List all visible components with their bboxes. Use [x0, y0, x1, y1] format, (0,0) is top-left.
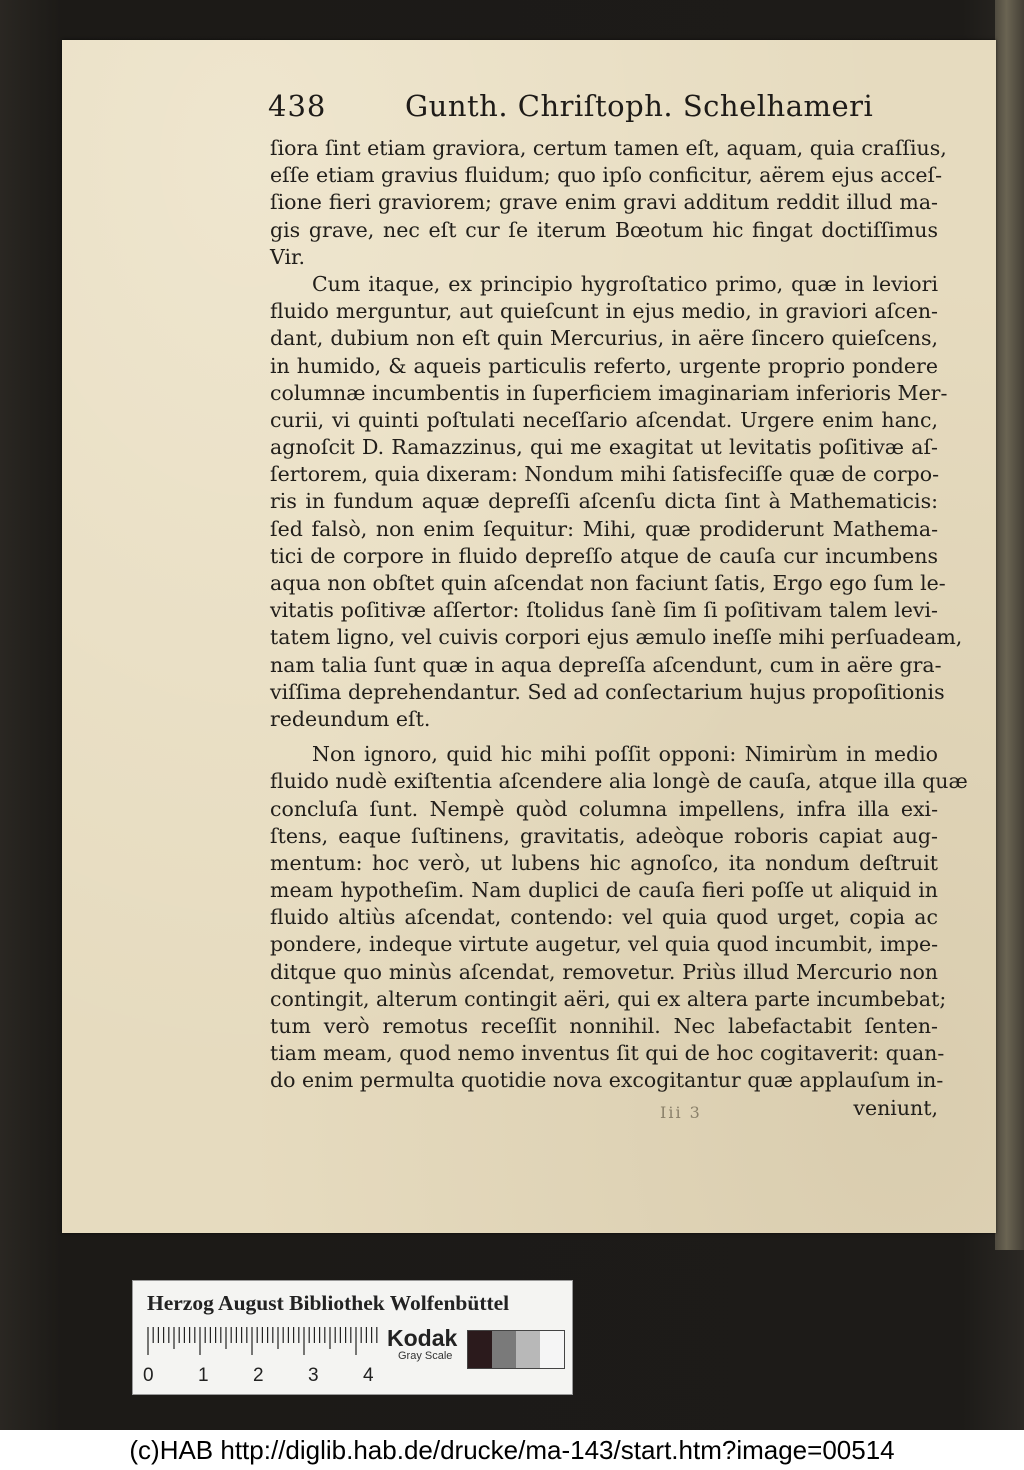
text-line: do enim permulta quotidie nova excogitantur quæ applauſum in-: [270, 1068, 944, 1093]
paragraph-gap: [270, 733, 938, 741]
text-line: mentum: hoc verò, ut lubens hic agnoſco, ita nondum deſtruit: [270, 850, 938, 875]
text-line: aqua non obſtet quin aſcendat non faciunt ſatis, Ergo ego ſum le-: [270, 571, 946, 595]
text-line: Non ignoro, quid hic mihi poſſit opponi: Nimirùm in medio: [312, 742, 938, 767]
text-line: ſtens, eaque ſuſtinens, gravitatis, adeòque roboris capiat aug-: [270, 823, 938, 848]
body-text: [270, 135, 968, 1122]
text-line: ſertorem, quia dixeram: Nondum mihi ſatisfeciſſe quæ de corpo-: [270, 462, 940, 487]
text-line: viſſima deprehendantur. Sed ad conſectarium hujus propoſitionis: [270, 679, 945, 704]
text-line: fluido altiùs aſcendat, contendo: vel quia quod urget, copia ac: [270, 905, 938, 930]
text-line: redeundum eſt.: [270, 706, 431, 731]
text-line: gis grave, nec eſt cur ſe iterum Bœotum hic fingat doctiſſimus: [270, 217, 938, 242]
text-line: curii, vi quinti poſtulati neceſſario aſcendat. Urgere enim hanc,: [270, 407, 938, 432]
kodak-logo: Kodak: [387, 1325, 458, 1351]
gray-scale-swatches: [467, 1330, 565, 1369]
text-line: ſiora ſint etiam graviora, certum tamen eſt, aquam, quia craſſius,: [270, 136, 947, 160]
text-line: eſſe etiam gravius fluidum; quo ipſo conficitur, aërem ejus acceſ-: [270, 163, 943, 188]
ruler-number: 3: [308, 1365, 319, 1386]
ruler-number: 4: [363, 1365, 374, 1386]
swatch-black: [468, 1331, 492, 1368]
text-line: agnoſcit D. Ramazzinus, qui me exagitat ut levitatis poſitivæ aſ-: [270, 435, 938, 460]
text-line: fluido merguntur, aut quieſcunt in ejus medio, in graviori aſcen-: [270, 299, 938, 324]
paragraph: [270, 135, 947, 271]
ruler-number: 0: [143, 1365, 154, 1386]
text-line: in humido, & aqueis particulis referto, urgente proprio pondere: [270, 353, 938, 378]
text-line: vitatis poſitivæ aſſertor: ſtolidus ſanè ſim ſi poſitivam talem levi-: [270, 598, 938, 623]
signature-mark: Iii 3: [660, 1103, 702, 1122]
text-line: fluido nudè exiſtentia aſcendere alia longè de cauſa, atque illa quæ: [270, 769, 968, 794]
text-line: meam hypotheſim. Nam duplici de cauſa fieri poſſe ut aliquid in: [270, 878, 938, 903]
text-line: Vir.: [270, 244, 306, 269]
text-line: pondere, indeque virtute augetur, vel quia quod incumbit, impe-: [270, 932, 938, 957]
text-line: dant, dubium non eſt quin Mercurius, in aëre ſincero quieſcens,: [270, 326, 938, 351]
library-card: [132, 1280, 573, 1395]
grayscale-label: Gray Scale: [398, 1350, 453, 1362]
text-line: ris in fundum aquæ depreſſi aſcenſu dicta ſint à Mathematicis:: [270, 489, 938, 514]
paragraph: [270, 741, 968, 1122]
swatch-white: [540, 1331, 564, 1368]
page-number: 438: [268, 89, 327, 123]
text-line: columnæ incumbentis in ſuperficiem imaginariam inferioris Mer-: [270, 380, 948, 405]
text-line: ſed falsò, non enim ſequitur: Mihi, quæ prodiderunt Mathema-: [270, 516, 938, 541]
ruler-number: 2: [253, 1365, 264, 1386]
running-head: Gunth. Chriſtoph. Schelhameri: [405, 89, 874, 123]
text-line: ditque quo minùs aſcendat, removetur. Priùs illud Mercurio non: [270, 959, 938, 984]
catchword: veniunt,: [853, 1095, 938, 1120]
text-line: nam talia ſunt quæ in aqua depreſſa aſcendunt, cum in aëre gra-: [270, 652, 942, 677]
text-line: ſione fieri graviorem; grave enim gravi additum reddit illud ma-: [270, 190, 938, 215]
text-line: tatem ligno, vel cuivis corpori ejus æmulo ineſſe mihi perſuadeam,: [270, 625, 963, 650]
copyright-url-footer: (c)HAB http://diglib.hab.de/drucke/ma-143/start.htm?image=00514: [0, 1430, 1024, 1470]
text-line: Cum itaque, ex principio hygroſtatico primo, quæ in leviori: [312, 271, 938, 296]
paragraph: [270, 271, 963, 733]
page-header: [268, 85, 874, 127]
library-name: Herzog August Bibliothek Wolfenbüttel: [147, 1291, 510, 1315]
text-line: tici de corpore in fluido depreſſo atque de cauſa cur incumbens: [270, 543, 938, 568]
ruler-number: 1: [198, 1365, 209, 1386]
ruler-numbers: [143, 1365, 387, 1387]
swatch-dark-gray: [492, 1331, 516, 1368]
ruler-scale: [147, 1327, 379, 1357]
book-edge: [995, 0, 1024, 1250]
text-line: contingit, alterum contingit aëri, qui ex altera parte incumbebat;: [270, 986, 947, 1011]
text-line: tum verò remotus receſſit nonnihil. Nec labefactabit ſenten-: [270, 1014, 938, 1038]
swatch-light-gray: [516, 1331, 540, 1368]
text-line: concluſa ſunt. Nempè quòd columna impellens, infra illa exi-: [270, 796, 938, 821]
text-line: tiam meam, quod nemo inventus ſit qui de hoc cogitaverit: quan-: [270, 1041, 945, 1066]
